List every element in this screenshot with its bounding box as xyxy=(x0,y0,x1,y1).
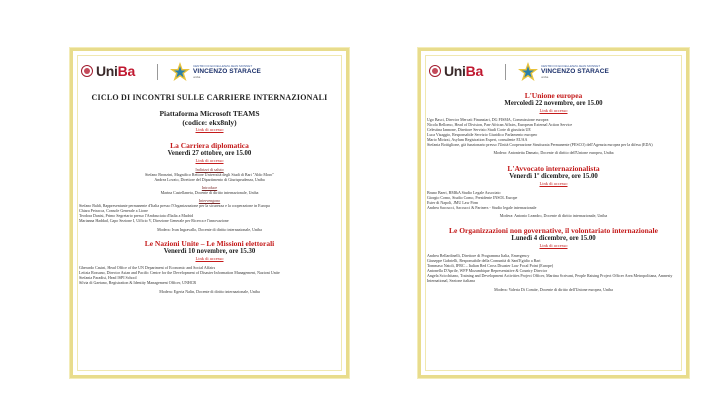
speaker-line: Mario Mirizzi, Asylum Registration Expert, consulente EUAA xyxy=(427,137,528,142)
speaker-line: Marina Castellaneta, Docente di diritto internazionale, Uniba xyxy=(160,190,259,195)
partner-logo: CENTRO DI ECCELLENZA JEAN MONNET VINCENZO STARACE uniba xyxy=(541,64,609,79)
moderator-line: Modera: Antonietta Damato, Docente di diritto dell'Unione europea, Uniba xyxy=(493,150,614,155)
moderator-line: Modera: Ivan Ingravallo, Docente di diritto internazionale, Uniba xyxy=(157,227,262,232)
left-content xyxy=(79,93,340,294)
speaker-line: Ester di Napoli, JMU Law Firm xyxy=(427,200,479,205)
event-title: La Carriera diplomatica xyxy=(170,141,249,150)
uniba-seal-icon xyxy=(81,65,93,77)
speaker-line: Nicola Bellomo, Head of Division, Pan-African Affairs, European External Action Service xyxy=(427,122,573,127)
speaker-line: Antonella D'Aprile, WFP Mozambique Representative & Country Director xyxy=(427,268,548,273)
speaker-line: Stefano Baldi, Rappresentante permanente d'Italia presso l'Organizzazione per la sicurezza e la cooperazione in Europa xyxy=(79,203,270,208)
logo-divider xyxy=(157,64,158,80)
moderator-line: Modera: Egeria Nalin, Docente di diritto internazionale, Uniba xyxy=(159,289,260,294)
event-title: L'Unione europea xyxy=(524,91,583,100)
speaker-line: Giuseppe Gabrielli, Responsabile della Comunità di Sant'Egidio a Bari xyxy=(427,258,541,263)
event-title: Le Organizzazioni non governative, il volontariato internazionale xyxy=(449,226,658,235)
platform-code: (codice: ekx8nly) xyxy=(182,118,237,127)
speaker-line: Giorgio Como, Studio Como, Presidente INSOL Europe xyxy=(427,195,518,200)
uniba-logo: UniBa xyxy=(444,63,483,79)
speaker-line: Angela Scicchitano, Training and Development Activities Project Officer, Martina Scrivani, People Raising Project Officer Area Metropolitana, Amnesty International, Sezione italiana xyxy=(427,273,673,283)
event-title: Le Nazioni Unite – Le Missioni elettorali xyxy=(144,239,275,248)
event-date: Venerdì 1º dicembre, ore 15.00 xyxy=(509,173,598,180)
event-date: Venerdì 10 novembre, ore 15.30 xyxy=(163,248,256,255)
uniba-seal-icon xyxy=(429,65,441,77)
speaker-line: Stefania Bottiglione, già funzionario presso l'Unità Cooperazione Strutturata Permanente (PESCO) dell'Agenzia europea per la difesa (EDA) xyxy=(427,142,653,147)
event-date: Lunedì 4 dicembre, ore 15.00 xyxy=(511,235,596,242)
moderator-line: Modera: Antonio Leandro, Docente di diritto internazionale, Uniba xyxy=(499,213,608,218)
star-logo-icon xyxy=(517,61,539,83)
poster-right xyxy=(418,48,689,378)
event-access-link[interactable]: Link di accesso xyxy=(195,256,224,261)
section-label: Intervengono xyxy=(198,198,221,203)
right-content xyxy=(427,91,680,292)
event-date: Mercoledì 22 novembre, ore 15.00 xyxy=(504,100,603,107)
moderator-line: Modera: Valeria Di Comite, Docente di diritto dell'Unione europea, Uniba xyxy=(494,287,613,292)
event-access-link[interactable]: Link di accesso xyxy=(539,181,568,186)
poster-left xyxy=(70,48,349,378)
speaker-line: Stefania Paradisi, Head ISPI School xyxy=(79,275,137,280)
event-access-link[interactable]: Link di accesso xyxy=(539,243,568,248)
event-date: Venerdì 27 ottobre, ore 15.00 xyxy=(167,150,252,157)
speaker-line: Teodora Danisi, Primo Segretario presso l'Ambasciata d'Italia a Madrid xyxy=(79,213,194,218)
partner-logo: CENTRO DI ECCELLENZA JEAN MONNET VINCENZO STARACE uniba xyxy=(193,64,261,79)
logo-bar xyxy=(421,63,686,81)
platform-name: Piattaforma Microsoft TEAMS xyxy=(159,109,260,118)
speaker-line: Bruno Baeri, BM&A Studio Legale Associato xyxy=(427,190,501,195)
event-access-link[interactable]: Link di accesso xyxy=(195,158,224,163)
uniba-logo: UniBa xyxy=(96,63,135,79)
speaker-line: Silvia di Gaetano, Registration & Identity Management Officer, UNHCR xyxy=(79,280,197,285)
speaker-line: Chiara Petracca, Console Generale a Lione xyxy=(79,208,148,213)
event-title: L'Avvocato internazionalista xyxy=(507,164,600,173)
speaker-line: Marianna Haddad, Capo Sezione I, Ufficio V, Direzione Generale per Ricerca e l'innovazione xyxy=(79,218,229,223)
speaker-line: Gherardo Casini, Head Office of the UN Department of Economic and Social Affairs xyxy=(79,265,216,270)
section-label: Introduce xyxy=(201,185,218,190)
event-access-link[interactable]: Link di accesso xyxy=(539,108,568,113)
section-label: Indirizzi di saluto xyxy=(195,167,224,172)
speaker-line: Luca Visaggio, Responsabile Servizio Giuridico Parlamento europeo xyxy=(427,132,538,137)
speaker-line: Ugo Basci, Director Mercati Finanziari, DG FISMA, Commissione europea xyxy=(427,117,549,122)
star-logo-icon xyxy=(169,61,191,83)
speaker-line: Celestina Iannone, Direttore Servizio Studi Corte di giustizia UE xyxy=(427,127,531,132)
speaker-line: Stefano Bronzini, Magnifico Rettore Università degli Studi di Bari "Aldo Moro" xyxy=(145,172,274,177)
speaker-line: Tommaso Natoli, IFRC – Italian Red Cross Disaster Law Focal Point (Europe) xyxy=(427,263,554,268)
logo-divider xyxy=(505,64,506,80)
speaker-line: Letizia Rossano, Director Asian and Pacific Centre for the Development of Disaster Information Management, Nazioni Unite xyxy=(79,270,280,275)
speaker-line: Andrea Bellardinelli, Direttore di Programma Italia, Emergency xyxy=(427,253,530,258)
speaker-line: Andrea Lovato, Direttore del Dipartimento di Giurisprudenza, Uniba xyxy=(154,177,265,182)
speaker-line: Andrea Saccucci, Saccucci & Partners - Studio legale internazionale xyxy=(427,205,537,210)
logo-bar xyxy=(73,63,346,81)
access-link[interactable]: Link di accesso xyxy=(195,127,224,132)
series-title: CICLO DI INCONTRI SULLE CARRIERE INTERNAZIONALI xyxy=(91,93,328,102)
